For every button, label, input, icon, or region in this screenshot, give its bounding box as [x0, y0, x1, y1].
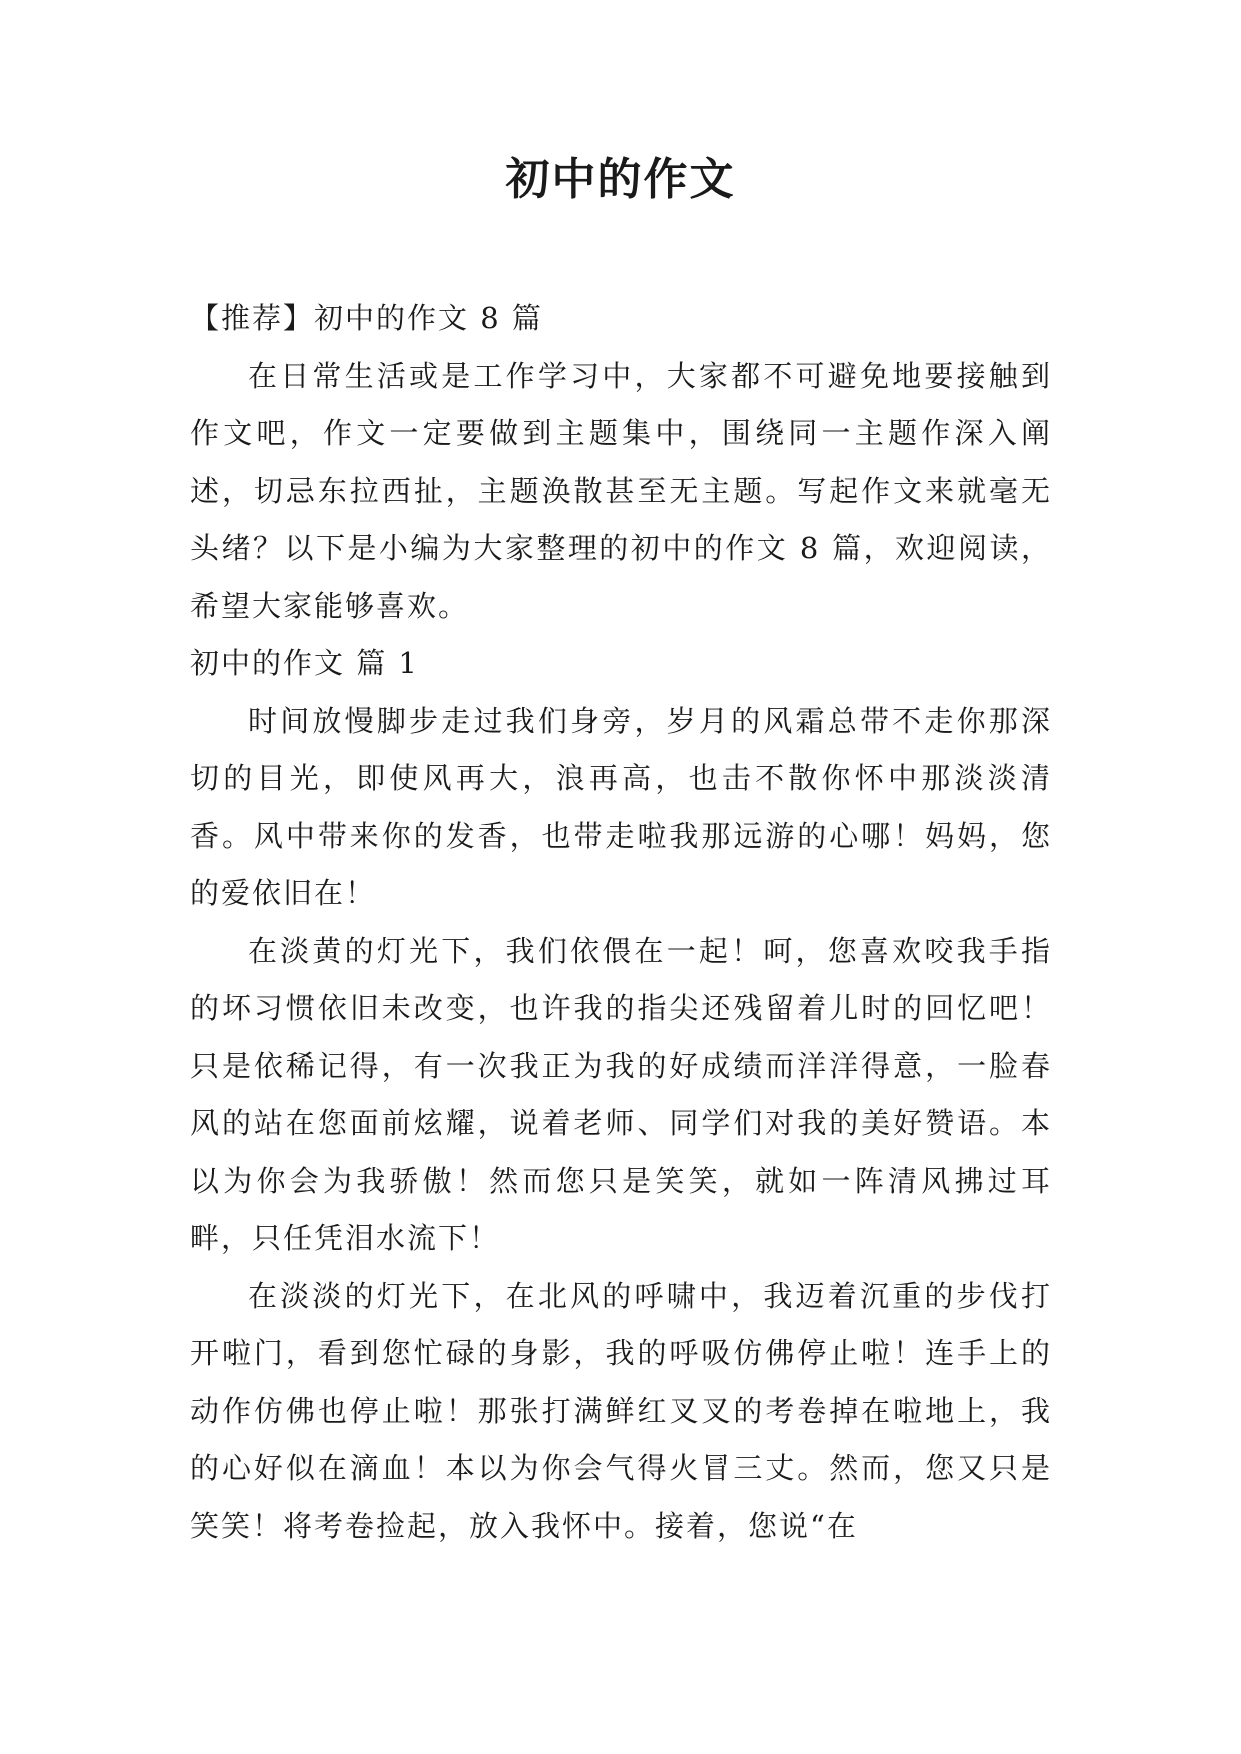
body-paragraph: 在淡淡的灯光下，在北风的呼啸中，我迈着沉重的步伐打开啦门，看到您忙碌的身影，我的呼吸仿佛停止啦！连手上的动作仿佛也停止啦！那张打满鲜红叉叉的考卷掉在啦地上，我的心好似在滴血！本以为你会气得火冒三丈。然而，您又只是笑笑！将考卷捡起，放入我怀中。接着，您说“在 — [190, 1278, 1052, 1543]
intro-paragraph: 在日常生活或是工作学习中，大家都不可避免地要接触到作文吧，作文一定要做到主题集中，围绕同一主题作深入阐述，切忌东拉西扯，主题涣散甚至无主题。写起作文来就毫无头绪？以下是小编为大家整理的初中的作文 8 篇，欢迎阅读，希望大家能够喜欢。 — [190, 358, 1052, 623]
section-heading: 初中的作文 篇 1 — [190, 646, 419, 680]
document-body — [190, 290, 1052, 1555]
lead-line: 【推荐】初中的作文 8 篇 — [190, 301, 543, 335]
body-paragraph: 时间放慢脚步走过我们身旁，岁月的风霜总带不走你那深切的目光，即使风再大，浪再高，也击不散你怀中那淡淡清香。风中带来你的发香，也带走啦我那远游的心哪！妈妈，您的爱依旧在！ — [190, 703, 1052, 910]
body-paragraph: 在淡黄的灯光下，我们依偎在一起！呵，您喜欢咬我手指的坏习惯依旧未改变，也许我的指尖还残留着儿时的回忆吧！只是依稀记得，有一次我正为我的好成绩而洋洋得意，一脸春风的站在您面前炫耀，说着老师、同学们对我的美好赞语。本以为你会为我骄傲！然而您只是笑笑，就如一阵清风拂过耳畔，只任凭泪水流下！ — [190, 933, 1052, 1255]
document-title: 初中的作文 — [505, 154, 736, 205]
